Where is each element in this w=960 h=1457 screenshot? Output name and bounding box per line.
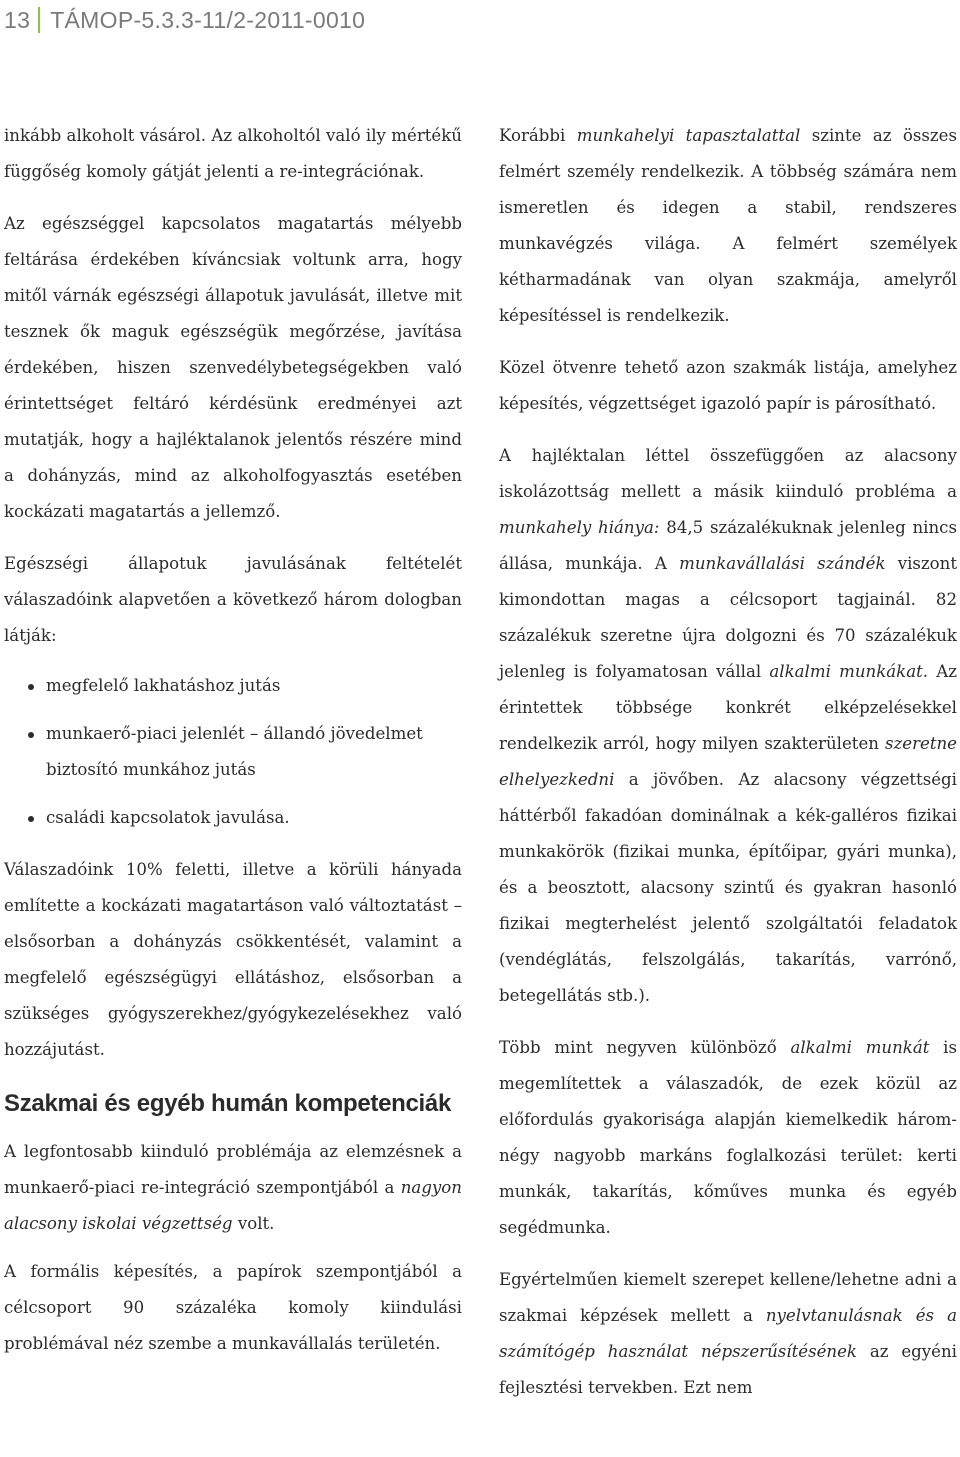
text-run: az egyéni fejlesztési tervekben. Ezt nem — [499, 1342, 957, 1397]
list-item: megfelelő lakhatáshoz jutás — [4, 668, 462, 704]
paragraph: Közel ötvenre tehető azon szakmák listája, amelyhez képesítés, végzettséget igazoló papír is párosítható. — [499, 358, 957, 413]
project-code: TÁMOP-5.3.3-11/2-2011-0010 — [50, 6, 366, 33]
bullet-list — [4, 668, 462, 836]
emphasis: szeretne elhelyezkedni — [499, 734, 957, 789]
text-run: viszont kimondottan magas a célcsoport tagjainál. 82 százalékuk szeretne újra dolgozni és 70 százalékuk jelenleg is folyamatosan vállal — [499, 554, 958, 681]
text-run: A legfontosabb kiinduló problémája az elemzésnek a munkaerő-piaci re-integráció szempontjából a — [4, 1142, 462, 1197]
text-run: 84,5 százalékuknak jelenleg nincs állása, munkája. A — [499, 518, 957, 573]
paragraph — [499, 1030, 957, 1246]
text-run: A hajléktalan léttel összefüggően az alacsony iskolázottság mellett a másik kiinduló probléma a — [499, 446, 957, 501]
text-run: Korábbi — [499, 126, 577, 145]
emphasis: nagyon alacsony iskolai végzettség — [4, 1178, 462, 1233]
emphasis: munkahely hiánya: — [499, 518, 660, 537]
text-run: szinte az összes felmért személy rendelkezik. A többség számára nem ismeretlen és idegen a stabil, rendszeres munkavégzés világa. A felmért személyek kétharmadának van olyan szakmája, amelyről képesítéssel is rendelkezik. — [499, 126, 957, 325]
left-column — [4, 118, 462, 1378]
paragraph: Egészségi állapotuk javulásának feltételét válaszadóink alapvetően a következő három dologban látják: — [4, 554, 462, 645]
paragraph: A formális képesítés, a papírok szempontjából a célcsoport 90 százaléka komoly kiindulási problémával néz szembe a munkavállalás területén. — [4, 1262, 462, 1353]
header-divider — [38, 7, 40, 33]
text-run: is megemlítettek a válaszadók, de ezek közül az előfordulás gyakorisága alapján kiemelkedik három-négy nagyobb markáns foglalkozási terület: kerti munkák, takarítás, kőműves munka és egyéb segédmunka. — [499, 1038, 957, 1237]
page-header — [0, 0, 365, 40]
emphasis: alkalmi munkákat. — [769, 662, 929, 681]
text-run: Több mint negyven különböző — [499, 1038, 791, 1057]
text-run: a jövőben. Az alacsony végzettségi háttérből fakadóan dominálnak a kék-galléros fizikai munkakörök (fizikai munka, építőipar, gyári munka), és a beosztott, alacsony szintű és gyakran hasonló fizikai megterhelést jelentő szolgáltatói feladatok (vendéglátás, felszolgálás, takarítás, varrónő, betegellátás stb.). — [499, 770, 957, 1005]
text-run: volt. — [232, 1214, 275, 1233]
emphasis: alkalmi munkát — [790, 1038, 930, 1057]
list-item: munkaerő-piaci jelenlét – állandó jövedelmet biztosító munkához jutás — [4, 716, 462, 788]
paragraph — [4, 1134, 462, 1242]
page-number: 13 — [4, 6, 31, 33]
paragraph: Válaszadóink 10% feletti, illetve a körüli hányada említette a kockázati magatartáson való változtatást – elsősorban a dohányzás csökkentését, valamint a megfelelő egészségügyi ellátáshoz, elsősorban a szükséges gyógyszerekhez/gyógykezelésekhez való hozzájutást. — [4, 860, 462, 1059]
text-run: Az érintettek többsége konkrét elképzelésekkel rendelkezik arról, hogy milyen szakterületen — [499, 662, 957, 753]
right-column — [499, 118, 957, 1422]
list-item: családi kapcsolatok javulása. — [4, 800, 462, 836]
emphasis: munkahelyi tapasztalattal — [576, 126, 801, 145]
emphasis: munkavállalási szándék — [679, 554, 886, 573]
paragraph: Az egészséggel kapcsolatos magatartás mélyebb feltárása érdekében kíváncsiak voltunk arra, hogy mitől várnák egészségi állapotuk javulását, illetve mit tesznek ők maguk egészségük megőrzése, javítása érdekében, hiszen szenvedélybetegségekben való érintettséget feltáró kérdésünk eredményei azt mutatják, hogy a hajléktalanok jelentős részére mind a dohányzás, mind az alkoholfogyasztás esetében kockázati magatartás a jellemző. — [4, 214, 462, 521]
paragraph: inkább alkoholt vásárol. Az alkoholtól való ily mértékű függőség komoly gátját jelenti a re-integrációnak. — [4, 126, 462, 181]
paragraph — [499, 438, 957, 1014]
emphasis: nyelvtanulásnak és a számítógép használat népszerűsítésének — [499, 1306, 957, 1361]
paragraph — [499, 1262, 957, 1406]
section-heading: Szakmai és egyéb humán kompetenciák — [4, 1090, 452, 1117]
paragraph — [499, 118, 957, 334]
text-run: Egyértelműen kiemelt szerepet kellene/lehetne adni a szakmai képzések mellett a — [499, 1270, 957, 1325]
